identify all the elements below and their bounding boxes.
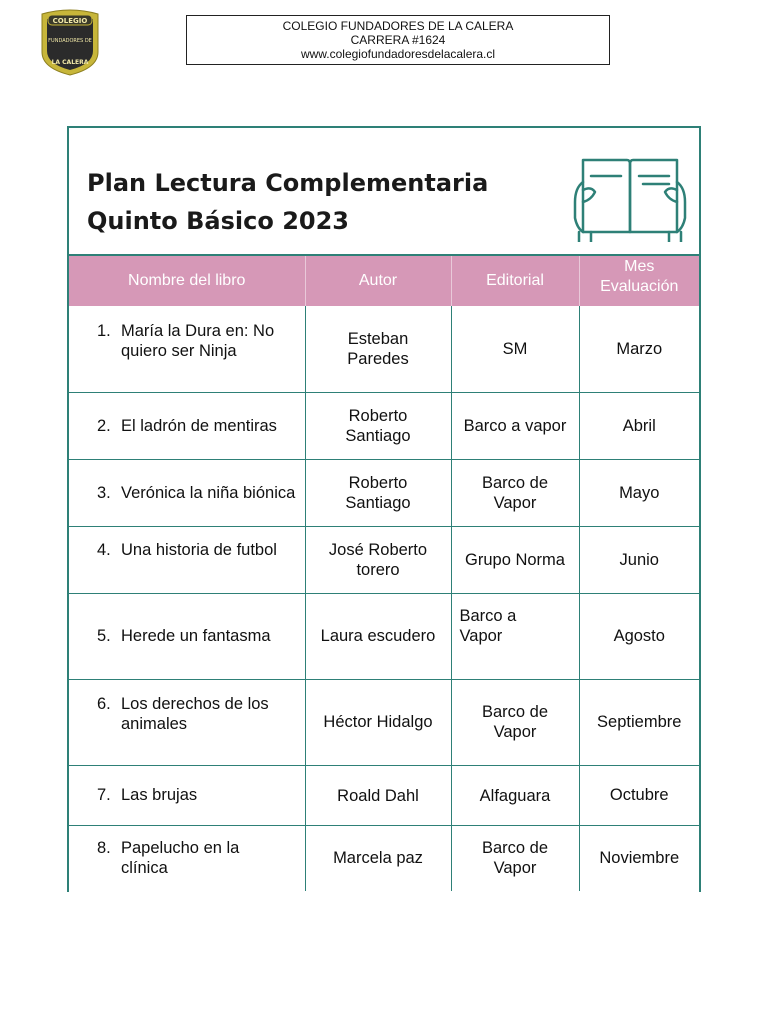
book-title: Las brujas [121, 786, 198, 804]
author-cell: Marcela paz [305, 825, 451, 891]
book-cell [69, 306, 305, 392]
publisher-cell: Barco de Vapor [451, 825, 579, 891]
author-cell: Esteban Paredes [305, 306, 451, 392]
author-cell: Roberto Santiago [305, 392, 451, 459]
row-number: 2. [97, 416, 111, 435]
author-cell: Roald Dahl [305, 765, 451, 825]
author-cell: Laura escudero [305, 593, 451, 679]
school-name: COLEGIO FUNDADORES DE LA CALERA [282, 19, 514, 33]
school-website: www.colegiofundadoresdelacalera.cl [300, 47, 496, 61]
table-row [69, 459, 699, 526]
title-line-1: Plan Lectura Complementaria [87, 169, 489, 197]
title-line-2: Quinto Básico 2023 [87, 207, 349, 235]
month-cell: Septiembre [579, 679, 699, 765]
book-cell [69, 459, 305, 526]
book-cell [69, 765, 305, 825]
row-number: 7. [97, 786, 111, 804]
book-cell [69, 392, 305, 459]
month-cell: Abril [579, 392, 699, 459]
publisher-cell: Grupo Norma [451, 526, 579, 593]
month-cell: Junio [579, 526, 699, 593]
row-number: 4. [97, 540, 111, 559]
table-row [69, 679, 699, 765]
book-cell [69, 593, 305, 679]
logo-text-bottom: LA CALERA [51, 59, 89, 66]
row-number: 5. [97, 627, 111, 645]
school-logo [38, 8, 102, 76]
month-cell: Mayo [579, 459, 699, 526]
row-number: 6. [97, 695, 111, 713]
reading-plan-frame [67, 126, 701, 892]
month-cell: Noviembre [599, 849, 680, 868]
row-number: 3. [97, 483, 111, 502]
column-header-month [579, 256, 699, 306]
table-row [69, 593, 699, 679]
column-header-publisher: Editorial [451, 256, 579, 306]
school-header [186, 15, 610, 65]
column-header-book: Nombre del libro [69, 256, 305, 306]
publisher-cell: Barco de Vapor [451, 459, 579, 526]
school-address: CARRERA #1624 [350, 33, 446, 47]
logo-text-middle: FUNDADORES DE [48, 38, 92, 44]
table-row [69, 526, 699, 593]
book-title: Papelucho en la clínica [121, 839, 240, 878]
book-title: Verónica la niña biónica [121, 483, 296, 502]
table-row [69, 765, 699, 825]
publisher-cell [451, 593, 579, 679]
title-area [69, 128, 699, 256]
book-cell [69, 825, 305, 891]
reading-book-icon [569, 152, 691, 242]
table-row [69, 306, 699, 392]
author-cell: Héctor Hidalgo [305, 679, 451, 765]
table-row [69, 392, 699, 459]
month-cell: Octubre [579, 765, 699, 825]
publisher-cell: Barco a vapor [451, 392, 579, 459]
book-title: Una historia de futbol [121, 540, 277, 559]
publisher-cell: SM [451, 306, 579, 392]
author-cell: José Roberto torero [305, 526, 451, 593]
book-title: Herede un fantasma [121, 627, 271, 645]
column-header-month-text: Mes Evaluación [600, 258, 679, 295]
book-title: Los derechos de los animales [121, 695, 269, 733]
book-cell [69, 679, 305, 765]
publisher-cell: Barco de Vapor [451, 679, 579, 765]
publisher-cell: Alfaguara [451, 765, 579, 825]
table-row [69, 825, 699, 891]
book-title: María la Dura en: No quiero ser Ninja [121, 321, 275, 360]
month-cell: Agosto [579, 593, 699, 679]
publisher-text: Barco a Vapor [459, 607, 517, 645]
month-cell: Marzo [579, 306, 699, 392]
book-title: El ladrón de mentiras [121, 416, 277, 435]
reading-plan-table [69, 256, 699, 891]
row-number: 8. [97, 839, 111, 858]
row-number: 1. [97, 321, 111, 340]
page-title [87, 164, 488, 240]
book-cell [69, 526, 305, 593]
table-header-row [69, 256, 699, 306]
author-cell: Roberto Santiago [305, 459, 451, 526]
logo-text-top: COLEGIO [52, 17, 88, 25]
column-header-author: Autor [305, 256, 451, 306]
